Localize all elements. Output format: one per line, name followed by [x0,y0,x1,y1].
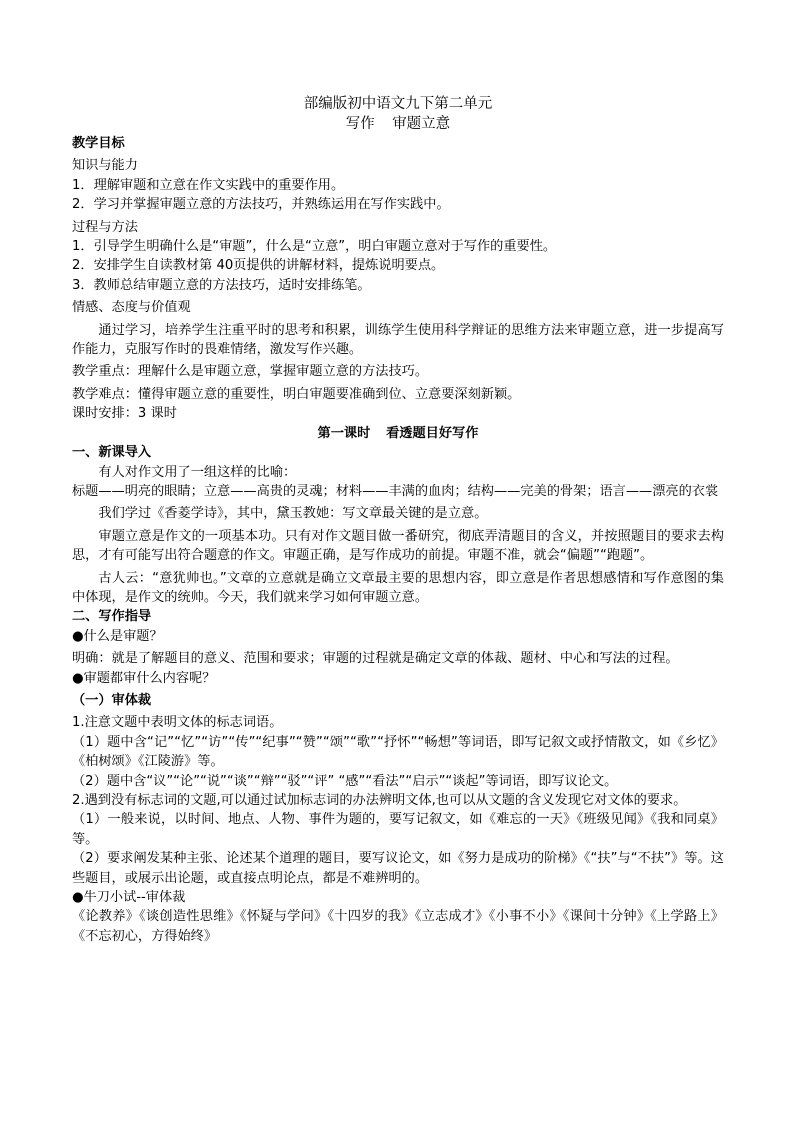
class-hours: 课时安排：3 课时 [72,406,177,422]
lesson-number: 第一课时 [317,425,371,441]
section-1-p5: 古人云：“意犹帅也。”文章的立意就是确立文章最主要的思想内容，即立意是作者思想感情和写作意图的集中体现，是作文的统帅。今天，我们就来学习如何审题立意。 [72,570,724,605]
section-1-heading: 一、新课导入 [72,445,152,461]
key-point: 教学重点：理解什么是审题立意，掌握审题立意的方法技巧。 [72,364,429,380]
knowledge-ability-heading: 知识与能力 [72,158,138,174]
subtitle-topic: 审题立意 [392,116,451,132]
pm-item-3: 3．教师总结审题立意的方法技巧，适时安排练笔。 [72,277,371,293]
document-subtitle [72,114,724,134]
subsection-genre: （一）审体裁 [72,692,152,708]
emotion-heading: 情感、态度与价值观 [72,300,191,316]
trial-text: 《论教养》《谈创造性思维》《怀疑与学问》《十四岁的我》《立志成才》《小事不小》《课间十分钟》《上学路上》《不忘初心，方得始终》 [72,909,724,944]
lesson-heading [72,424,724,443]
trial-heading: ●牛刀小试--审体裁 [72,890,186,906]
point-2a: （1）一般来说，以时间、地点、人物、事件为题的，要写记叙文，如《难忘的一天》《班级见闻》《我和同桌》等。 [72,812,724,847]
document-title: 部编版初中语文九下第二单元 [303,96,493,112]
pm-item-1: 1．引导学生明确什么是“审题”，什么是“立意”，明白审题立意对于写作的重要性。 [72,239,557,255]
process-method-heading: 过程与方法 [72,219,138,235]
emotion-text: 通过学习，培养学生注重平时的思考和积累，训练学生使用科学辩证的思维方法来审题立意，进一步提高写作能力，克服写作时的畏难情绪，激发写作兴趣。 [72,322,724,358]
lesson-title: 看透题目好写作 [386,425,479,441]
goals-heading: 教学目标 [72,136,125,151]
answer-1: 明确：就是了解题目的意义、范围和要求；审题的过程就是确定文章的体裁、题材、中心和写法的过程。 [72,651,679,667]
question-1: ●什么是审题？ [72,628,163,644]
section-1-p4: 审题立意是作文的一项基本功。只有对作文题目做一番研究，彻底弄清题目的含义，并按照题目的要求去构思，才有可能写出符合题意的作文。审题正确，是写作成功的前提。审题不准，就会“偏题”“跑题”。 [72,528,724,564]
point-2b: （2）要求阐发某种主张、论述某个道理的题目，要写议论文，如《努力是成功的阶梯》《“扶”与“不扶”》等。这些题目，或展示出论题，或直接点明论点，都是不难辨明的。 [72,851,724,886]
section-1-p1: 有人对作文用了一组这样的比喻： [98,464,297,480]
subtitle-writing: 写作 [345,116,375,132]
section-2-heading: 二、写作指导 [72,609,152,625]
point-1b: （2）题中含“议”“论”“说”“谈”“辩”“驳”“评” “感”“看法”“启示”“谈起”等词语，即写议论文。 [72,773,618,789]
section-1-p3: 我们学过《香菱学诗》，其中，黛玉教她：写文章最关键的是立意。 [98,506,488,522]
ka-item-2: 2．学习并掌握审题立意的方法技巧，并熟练运用在写作实践中。 [72,197,450,213]
pm-item-2: 2．安排学生自读教材第 40页提供的讲解材料，提炼说明要点。 [72,258,445,274]
ka-item-1: 1．理解审题和立意在作文实践中的重要作用。 [72,177,345,193]
question-2: ●审题都审什么内容呢？ [72,670,216,686]
point-2: 2.遇到没有标志词的文题,可以通过试加标志词的办法辨明文体,也可以从文题的含义发现它对文体的要求。 [72,793,687,808]
point-1: 1.注意文题中表明文体的标志词语。 [72,715,283,731]
document-page [72,94,724,946]
difficulty: 教学难点：懂得审题立意的重要性，明白审题要准确到位、立意要深刻新颖。 [72,386,521,402]
point-1a: （1）题中含“记”“忆”“访”“传”“纪事”“赞”“颂”“歌”“抒怀”“畅想”等词语，即写记叙文或抒情散文，如《乡忆》《柏树颂》《江陵游》等。 [72,734,724,770]
section-1-p2: 标题——明亮的眼睛；立意——高贵的灵魂；材料——丰满的血肉；结构——完美的骨架；语言——漂亮的衣裳 [72,483,719,499]
